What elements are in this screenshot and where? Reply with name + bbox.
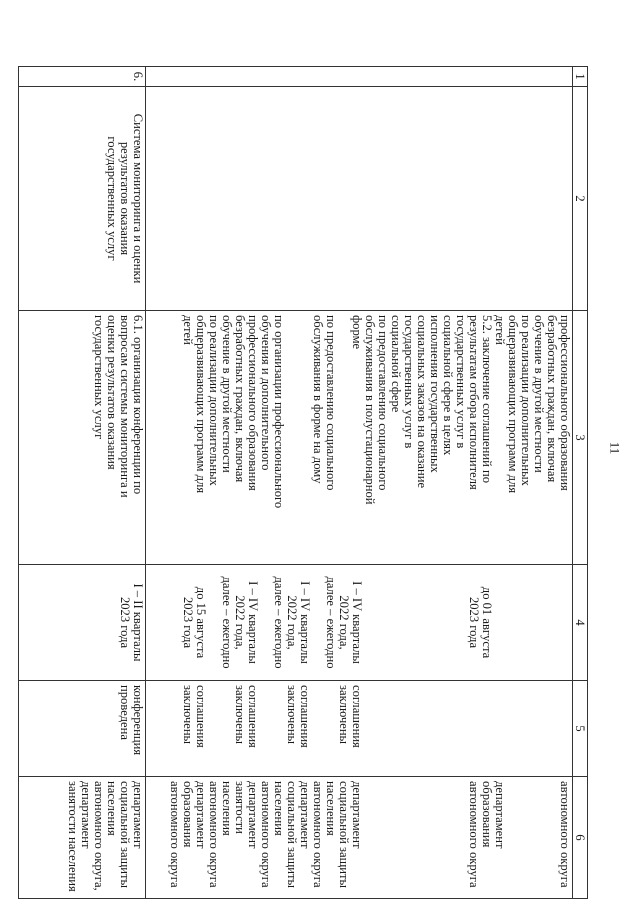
col-header-3: 3 xyxy=(573,311,588,565)
col-header-2: 2 xyxy=(573,87,588,311)
plan-table xyxy=(18,66,588,899)
cell-section xyxy=(146,87,573,311)
activity-6-1: 6.1. организация конференции по вопросам системы мониторинга и оценки результатов оказания государственных услуг xyxy=(19,311,146,565)
cell-responsible xyxy=(146,777,573,899)
responsible-prof: департамент занятости населения автономного округа xyxy=(207,781,260,888)
result-prof: соглашения заключены xyxy=(233,685,260,748)
deadline-6-1: I – II кварталы 2023 года xyxy=(19,565,146,681)
result-6-1: конференция проведена xyxy=(19,681,146,777)
table-row-continued xyxy=(146,67,573,899)
rotated-table-wrapper xyxy=(18,66,588,898)
col-header-5: 5 xyxy=(573,681,588,777)
responsible-6-1: департамент социальной защиты населения автономного округа, департамент занятости населения xyxy=(19,777,146,899)
deadline-prof: I – IV кварталы 2022 года, далее – ежегодно xyxy=(220,576,260,669)
deadline-semi: I – IV кварталы 2022 года, далее – ежегодно xyxy=(324,576,364,669)
result-semi: соглашения заключены xyxy=(337,685,364,748)
section-title: Система мониторинга и оценки результатов оказания государственных услуг xyxy=(19,87,146,311)
result-dop: соглашения заключены xyxy=(181,685,208,748)
cell-activity xyxy=(146,311,573,565)
responsible-education: департамент образования автономного округа xyxy=(467,781,507,888)
responsible-cont: автономного округа xyxy=(558,781,572,888)
activity-professional-training: по организации профессионального обучения и дополнительного профессионального образования безработных граждан, включая обучение в другой местности xyxy=(220,315,286,509)
responsible-home: департамент социальной защиты населения автономного округа xyxy=(259,781,312,888)
col-header-1: 1 xyxy=(573,67,588,87)
responsible-dop: департамент образования автономного округа xyxy=(168,781,208,888)
cell-result xyxy=(146,681,573,777)
activity-semi-stationary: по предоставлению социального обслуживания в полустационарной форме xyxy=(350,315,390,505)
activity-home-service: по предоставлению социального обслуживания в форме на дому xyxy=(311,315,338,491)
row-number: 6. xyxy=(19,67,146,87)
result-home: соглашения заключены xyxy=(285,685,312,748)
cell-num xyxy=(146,67,573,87)
col-header-4: 4 xyxy=(573,565,588,681)
table-row-6 xyxy=(19,67,146,899)
deadline-home: I – IV кварталы 2022 года, далее – ежегодно xyxy=(272,576,312,669)
activity-5-2: 5.2. заключение соглашений по результатам отбора исполнителя государственных услуг в социальной сфере в целях исполнения государственных социальных заказов на оказание государственных услуг в социальной сфере xyxy=(389,315,494,490)
deadline-5-2: до 01 августа 2023 года xyxy=(467,586,494,659)
cell-deadline xyxy=(146,565,573,681)
page-number: 11 xyxy=(607,441,623,455)
responsible-semi: департамент социальной защиты населения автономного округа xyxy=(311,781,364,888)
activity-additional-programs: по реализации дополнительных общеразвивающих программ для детей xyxy=(181,315,221,494)
deadline-dop: до 15 августа 2023 года xyxy=(181,586,208,659)
header-row xyxy=(573,67,588,899)
activity-continued: профессионального образования безработных граждан, включая обучение в другой местности по реализации дополнительных общеразвивающих программ для детей xyxy=(493,315,572,494)
col-header-6: 6 xyxy=(573,777,588,899)
